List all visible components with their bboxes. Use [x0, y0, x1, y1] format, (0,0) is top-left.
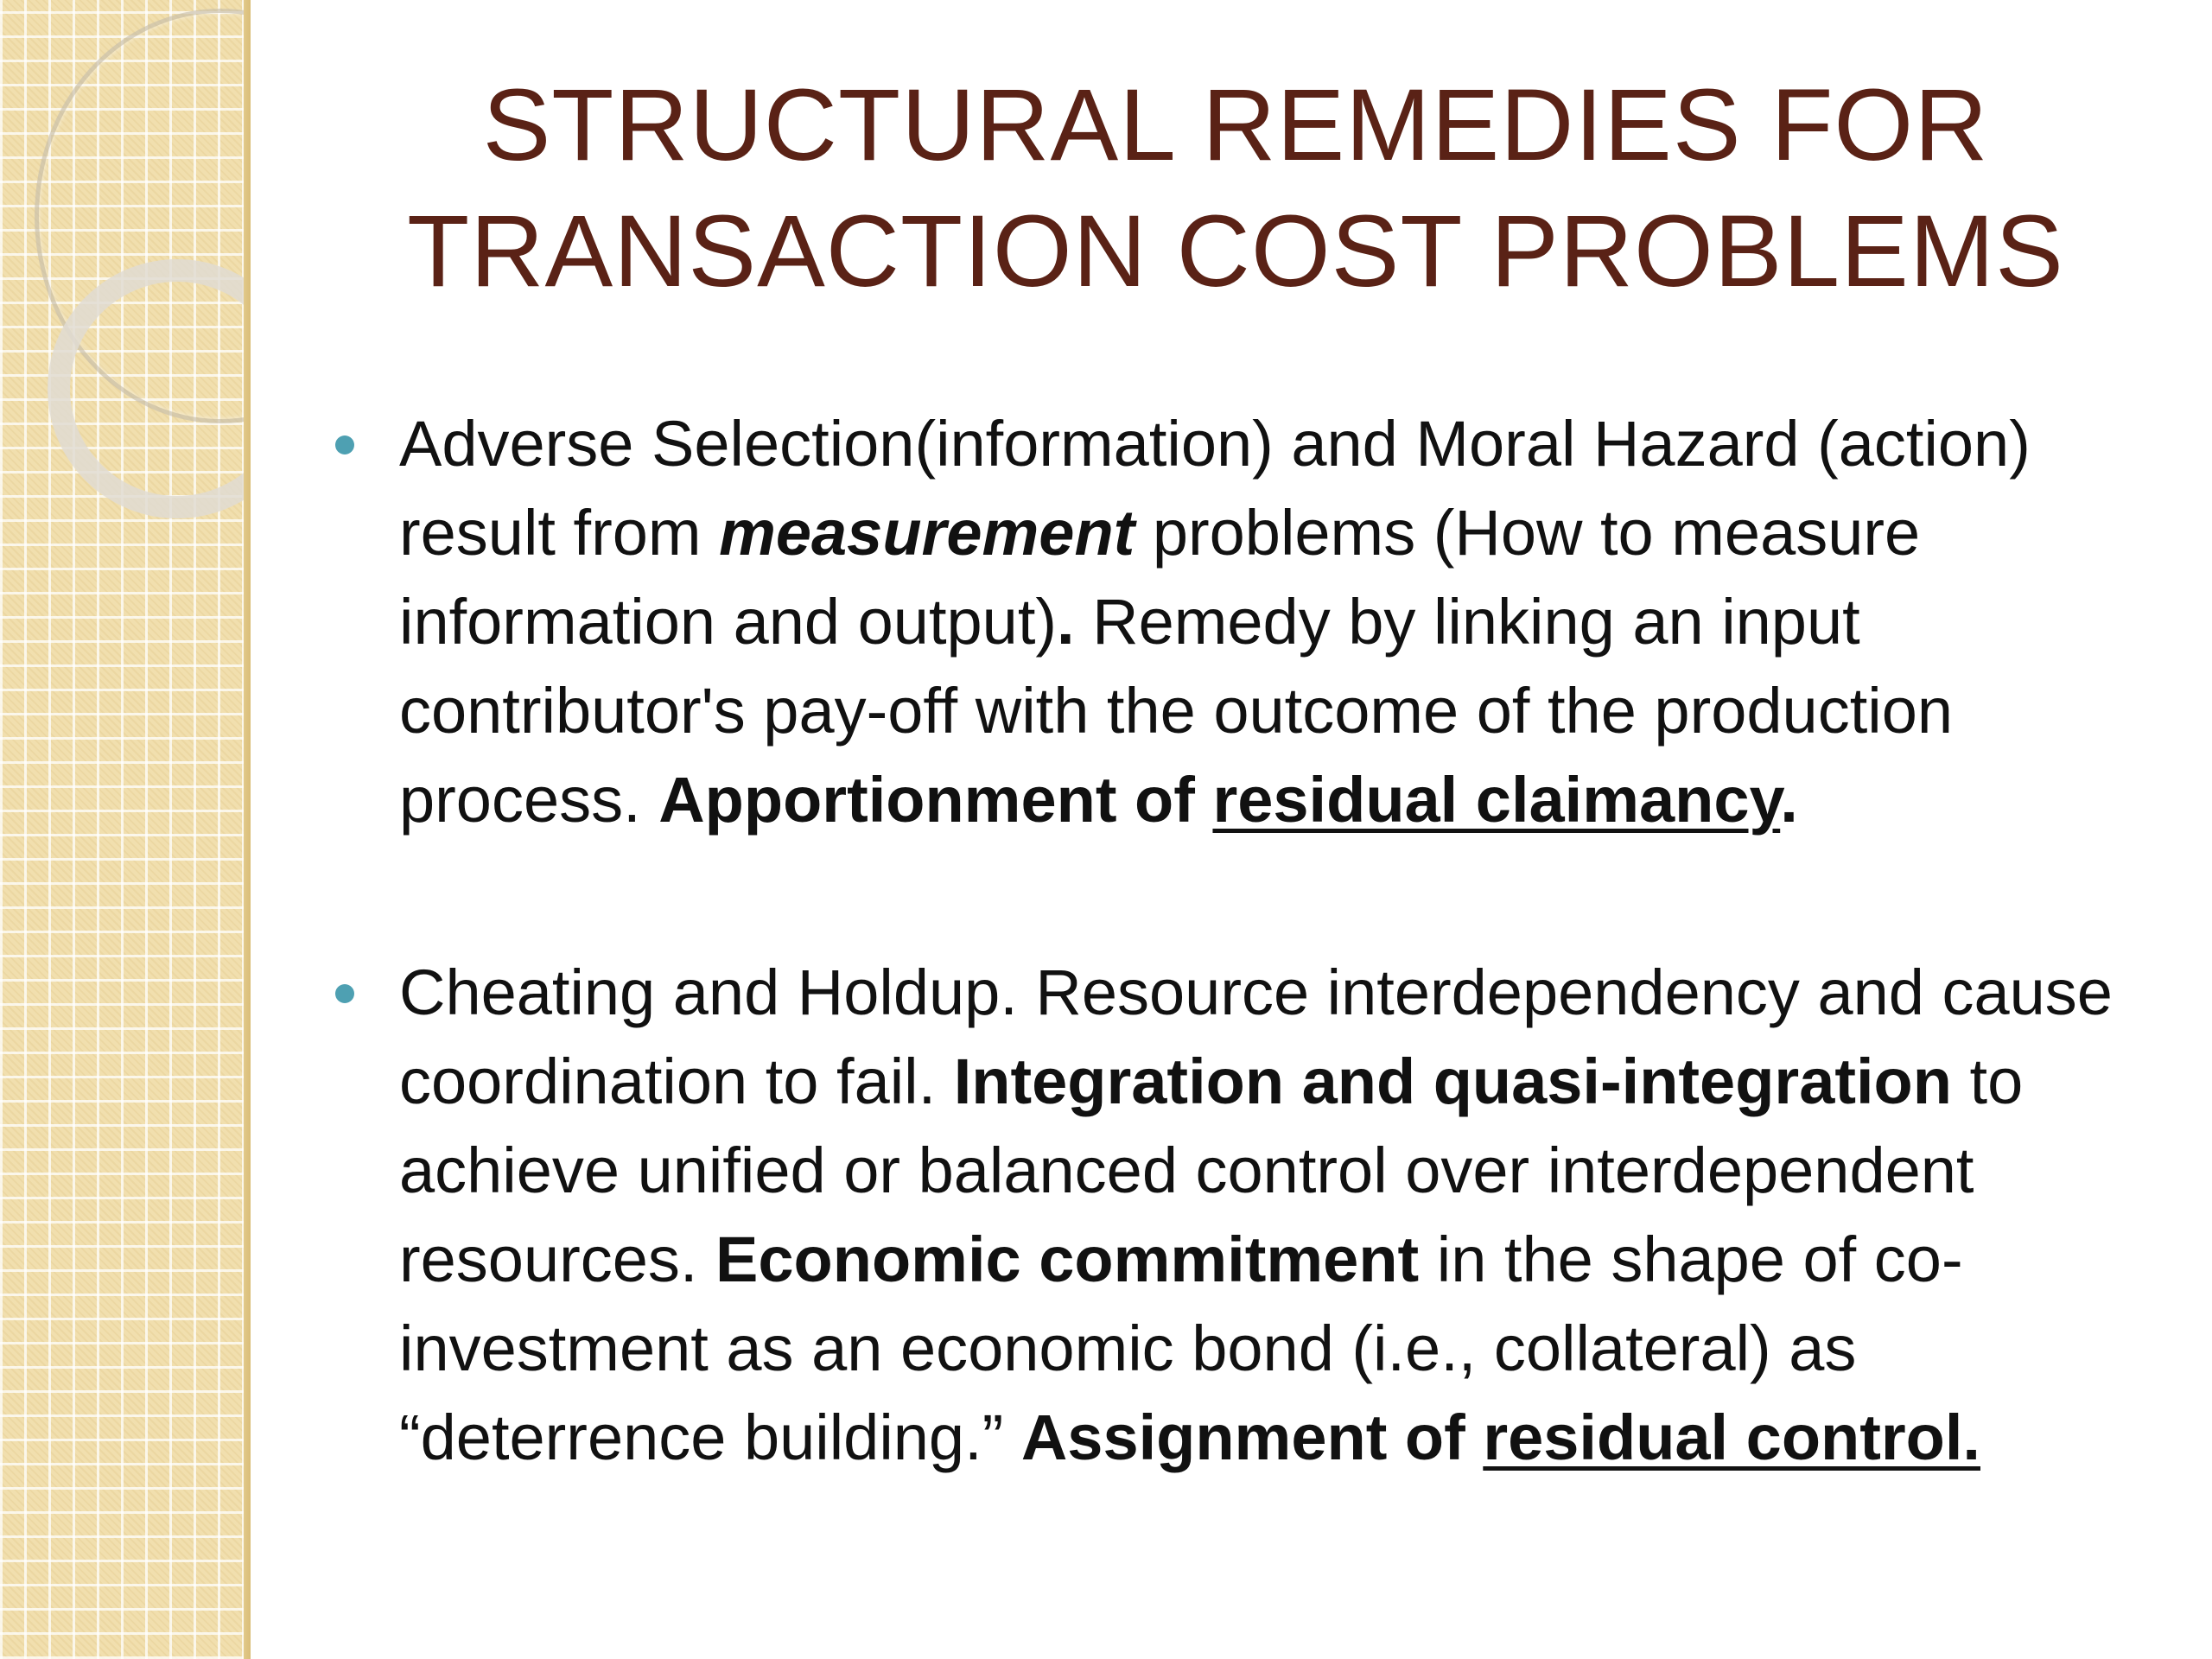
bullet-dot-icon [335, 984, 354, 1003]
emphasis-measurement: measurement [719, 497, 1135, 569]
emphasis-apportionment: Apportionment of [658, 764, 1213, 836]
bold-period: . [1780, 764, 1798, 836]
bullet-item-cheating-holdup [335, 948, 2158, 1482]
bullet-dot-icon [335, 435, 354, 454]
emphasis-residual-claimancy: residual claimancy [1212, 764, 1781, 836]
bullet-text: Adverse Selection(information) and Moral Hazard (action) result from [399, 408, 2031, 569]
slide-content [335, 399, 2158, 1482]
bullet-text: in the shape of co-investment as an economic bond (i.e., collateral) as “deterrence building.” [399, 1224, 1963, 1473]
slide-title-line-1: STRUCTURAL REMEDIES FOR [482, 68, 1989, 182]
side-panel-edge [244, 0, 251, 1659]
slide-title [372, 62, 2100, 315]
bullet-text: Remedy by linking an input contributor's pay-off with the outcome of the production process. [399, 586, 1954, 836]
bullet-text: problems (How to measure information and output) [399, 497, 1921, 658]
slide-title-line-2: TRANSACTION COST PROBLEMS [407, 194, 2064, 308]
decorative-side-panel [0, 0, 251, 1659]
bullet-text: to achieve unified or balanced control over interdependent resources. [399, 1046, 2024, 1295]
bullet-item-adverse-selection [335, 399, 2158, 844]
emphasis-economic-commitment: Economic commitment [715, 1224, 1420, 1295]
emphasis-assignment: Assignment of [1020, 1402, 1484, 1473]
emphasis-integration: Integration and quasi-integration [953, 1046, 1952, 1117]
bold-period: . [1057, 586, 1075, 658]
bullet-text: Cheating and Holdup. Resource interdependency and cause coordination to fail. [399, 957, 2113, 1117]
emphasis-residual-control: residual control. [1483, 1402, 1980, 1473]
